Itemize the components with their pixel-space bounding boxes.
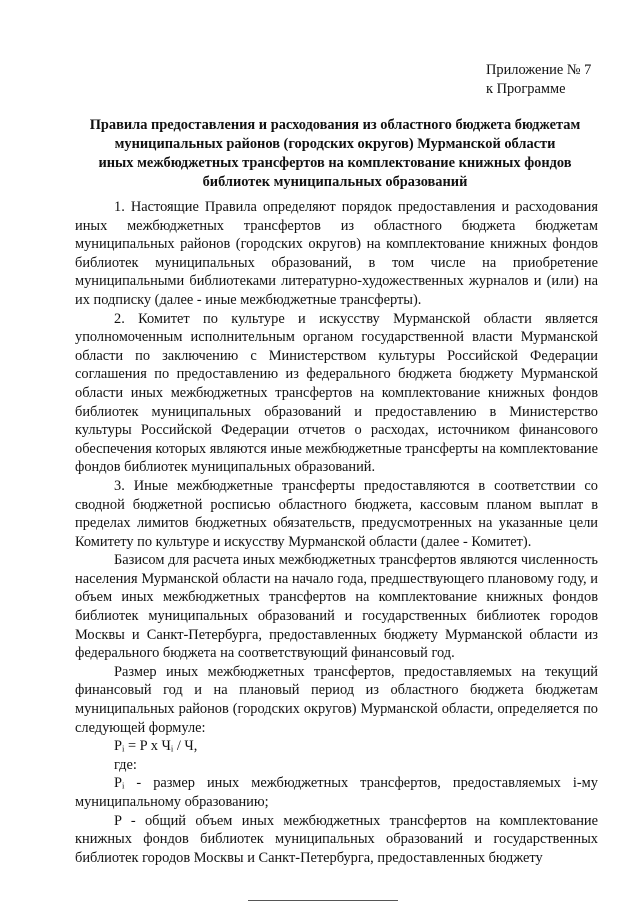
paragraph-size: Размер иных межбюджетных трансфертов, предоставляемых на текущий финансовый год и на плановый период из областного бюджета бюджетам муниципальных районов (городских округов) Мурманской области, определяется по следующей формуле: bbox=[75, 663, 598, 736]
title-line-3: иных межбюджетных трансфертов на комплектование книжных фондов bbox=[98, 155, 572, 171]
paragraph-1: 1. Настоящие Правила определяют порядок предоставления и расходования иных межбюджетных трансфертов из областного бюджета бюджетам муниципальных районов (городских округов) на комплектование книжных фондов библиотек муниципальных образований, в том числе на приобретение муниципальными библиотеками литературно-художественных журналов и (или) на их подписку (далее - иные межбюджетные трансферты). bbox=[75, 199, 598, 308]
document-body bbox=[75, 198, 598, 867]
document-title bbox=[58, 116, 612, 192]
definition-p: P - общий объем иных межбюджетных трансфертов на комплектование книжных фондов библиотек муниципальных образований и государственных библиотек городов Москвы и Санкт-Петербурга, предоставленных бюджету bbox=[75, 812, 598, 866]
paragraph-basis: Базисом для расчета иных межбюджетных трансфертов являются численность населения Мурманской области на начало года, предшествующего плановому году, и объем иных межбюджетных трансфертов на комплектование книжных фондов библиотек муниципальных образований и государственных библиотек городов Москвы и Санкт-Петербурга, предоставленных бюджету Мурманской области из федерального бюджета на соответствующий финансовый год. bbox=[75, 552, 598, 662]
definition-pi: Pᵢ - размер иных межбюджетных трансфертов, предоставляемых i-му муниципальному образованию; bbox=[75, 775, 598, 810]
title-line-1: Правила предоставления и расходования из областного бюджета бюджетам bbox=[89, 117, 581, 133]
title-line-2: муниципальных районов (городских округов) Мурманской области bbox=[114, 136, 556, 152]
title-line-4: библиотек муниципальных образований bbox=[202, 174, 468, 190]
formula: Pᵢ = P x Чᵢ / Ч, bbox=[114, 738, 198, 755]
appendix-number: Приложение № 7 bbox=[486, 62, 592, 78]
paragraph-2: 2. Комитет по культуре и искусству Мурманской области является уполномоченным исполнительным органом государственной власти Мурманской области по заключению с Министерством культуры Российской Федерации соглашения по предоставлению из федерального бюджета бюджету Мурманской области иных межбюджетных трансфертов на комплектование книжных фондов библиотек муниципальных образований и предоставлению в Министерство культуры Российской Федерации отчетов о расходах, источником финансового обеспечения которых являются иные межбюджетные трансферты на комплектование фондов библиотек муниципальных образований. bbox=[75, 310, 598, 476]
appendix-heading bbox=[486, 61, 626, 98]
appendix-reference: к Программе bbox=[486, 80, 566, 97]
where-label: где: bbox=[114, 756, 137, 773]
page-bottom-rule bbox=[248, 900, 398, 901]
paragraph-3: 3. Иные межбюджетные трансферты предоставляются в соответствии со сводной бюджетной росписью областного бюджета, кассовым планом выплат в пределах лимитов бюджетных обязательств, предусмотренных на указанные цели Комитету по культуре и искусству Мурманской области (далее - Комитет). bbox=[75, 477, 598, 550]
